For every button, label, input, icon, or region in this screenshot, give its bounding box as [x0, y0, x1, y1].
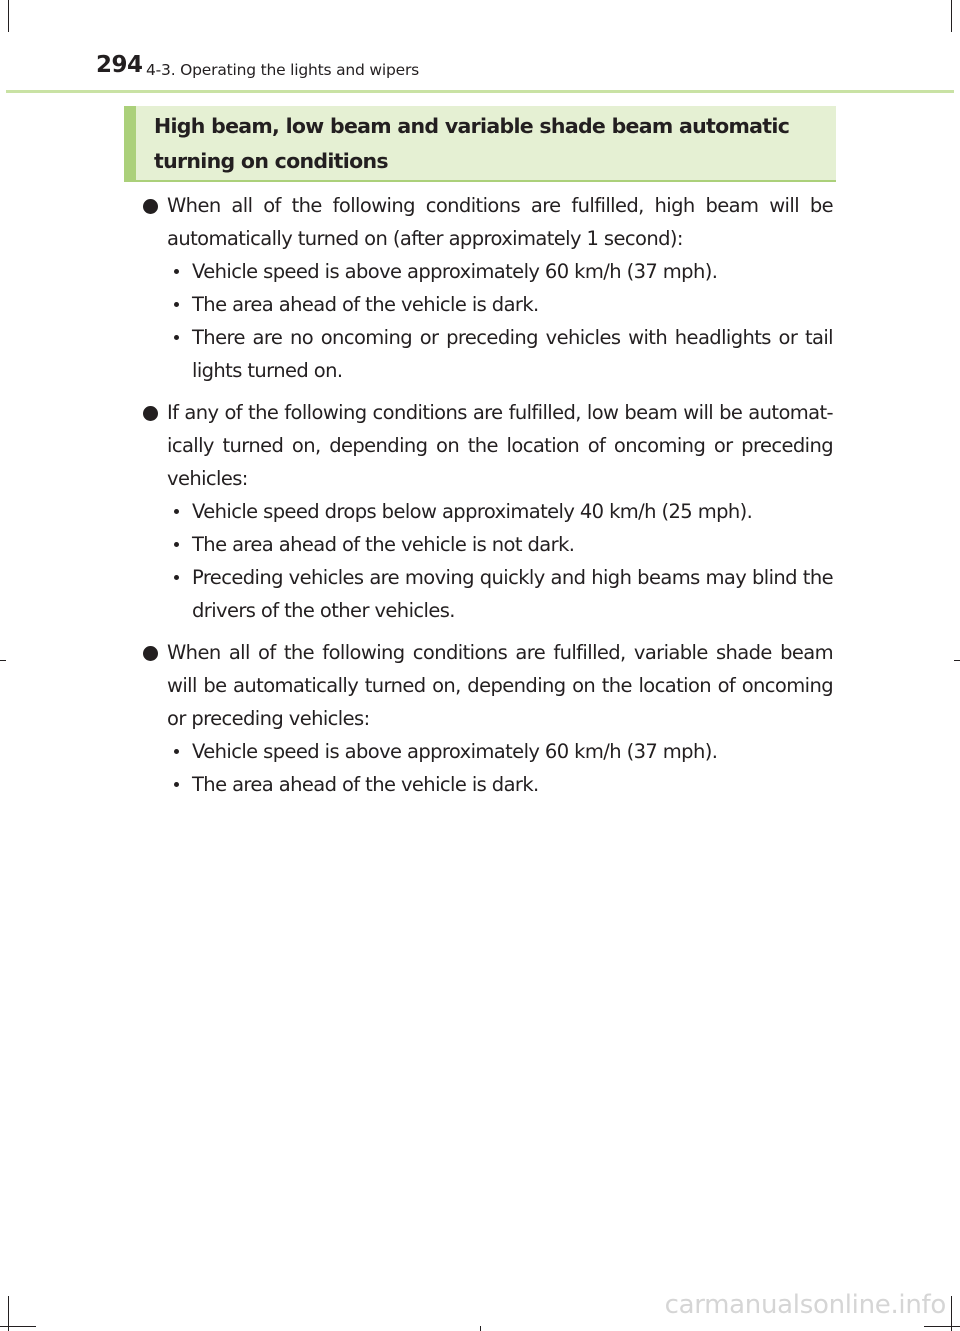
dot-bullet-icon	[174, 335, 179, 340]
list-item	[143, 528, 833, 561]
filled-circle-bullet-icon	[143, 646, 158, 661]
dot-bullet-icon	[174, 749, 179, 754]
list-item-text: Vehicle speed is above approximately 60 km/h (37 mph).	[192, 260, 718, 283]
section-heading: High beam, low beam and variable shade beam automatic turning on conditions	[154, 114, 790, 173]
crop-mark	[8, 0, 9, 32]
list-item-text: Vehicle speed drops below approximately 40 km/h (25 mph).	[192, 500, 753, 523]
main-bullet-item	[143, 396, 833, 495]
content-body	[143, 189, 833, 810]
list-item	[143, 768, 833, 801]
list-item-text: Preceding vehicles are moving quickly and high beams may blind the drivers of the other vehicles.	[192, 566, 833, 622]
header-divider	[6, 90, 954, 93]
condition-block-high-beam	[143, 189, 833, 387]
crop-mark	[951, 0, 952, 32]
dot-bullet-icon	[174, 542, 179, 547]
dot-bullet-icon	[174, 575, 179, 580]
list-item	[143, 321, 833, 387]
list-item-text: Vehicle speed is above approximately 60 km/h (37 mph).	[192, 740, 718, 763]
main-bullet-text: If any of the following conditions are fulfilled, low beam will be automat-ically turned on, depending on the location of oncoming or preceding vehicles:	[167, 401, 833, 490]
list-item-text: The area ahead of the vehicle is dark.	[192, 773, 539, 796]
crop-mark	[0, 660, 6, 661]
main-bullet-item	[143, 636, 833, 735]
list-item	[143, 288, 833, 321]
condition-block-low-beam	[143, 396, 833, 627]
list-item	[143, 735, 833, 768]
sub-bullet-list	[143, 495, 833, 627]
sub-bullet-list	[143, 255, 833, 387]
dot-bullet-icon	[174, 782, 179, 787]
crop-mark	[480, 1326, 481, 1331]
section-heading-band	[124, 106, 836, 182]
main-bullet-item	[143, 189, 833, 255]
crop-mark	[924, 1326, 960, 1327]
dot-bullet-icon	[174, 269, 179, 274]
page-number: 294	[96, 52, 143, 78]
dot-bullet-icon	[174, 509, 179, 514]
list-item-text: The area ahead of the vehicle is dark.	[192, 293, 539, 316]
list-item	[143, 255, 833, 288]
list-item-text: There are no oncoming or preceding vehicles with headlights or tail lights turned on.	[192, 326, 833, 382]
main-bullet-text: When all of the following conditions are fulfilled, variable shade beam will be automatically turned on, depending on the location of oncoming or preceding vehicles:	[167, 641, 833, 730]
main-bullet-text: When all of the following conditions are fulfilled, high beam will be automatically turned on (after approximately 1 second):	[167, 194, 833, 250]
section-title: 4-3. Operating the lights and wipers	[146, 61, 420, 79]
list-item	[143, 495, 833, 528]
list-item-text: The area ahead of the vehicle is not dark.	[192, 533, 575, 556]
crop-mark	[0, 1326, 36, 1327]
list-item	[143, 561, 833, 627]
filled-circle-bullet-icon	[143, 406, 158, 421]
crop-mark	[954, 660, 960, 661]
sub-bullet-list	[143, 735, 833, 801]
condition-block-variable-shade-beam	[143, 636, 833, 801]
watermark: carmanualsonline.info	[664, 1290, 946, 1320]
dot-bullet-icon	[174, 302, 179, 307]
filled-circle-bullet-icon	[143, 199, 158, 214]
